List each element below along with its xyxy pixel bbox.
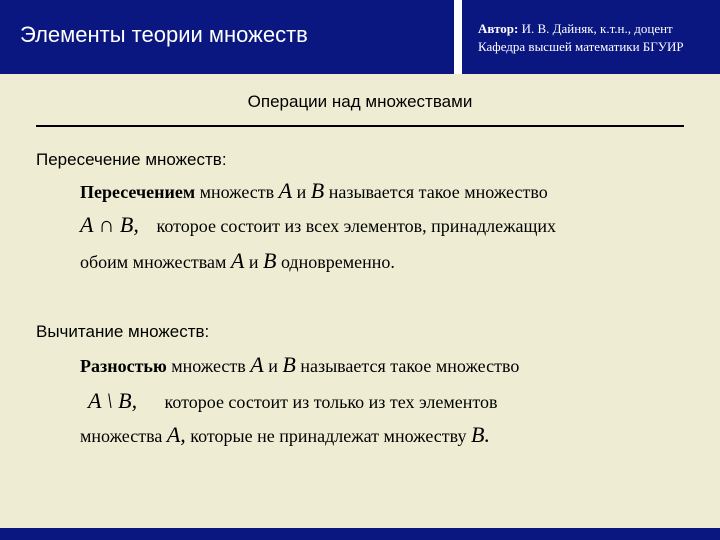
author-name: И. В. Дайняк, к.т.н., доцент [521,21,673,36]
horizontal-rule [36,125,684,127]
presentation-title: Элементы теории множеств [20,22,308,47]
difference-formula: A \ B, [88,388,138,413]
difference-line-2 [80,388,498,414]
set-a: A [278,178,293,203]
slide-subtitle: Операции над множествами [247,92,473,111]
header-divider [454,0,462,74]
and-word: и [248,252,259,272]
intersection-text-2: называется такое множество [328,182,548,202]
difference-text-2: называется такое множество [300,356,520,376]
intersection-formula: A ∩ B, [80,212,139,237]
difference-heading: Вычитание множеств: [36,322,210,341]
and-word: и [296,182,307,202]
intersection-line-2 [80,212,556,238]
difference-text-1: множеств [171,356,246,376]
author-block [478,20,684,56]
author-label: Автор: [478,21,519,36]
intersection-text-4: обоим множествам [80,252,227,272]
set-b: B. [471,422,490,447]
department: Кафедра высшей математики БГУИР [478,39,684,54]
set-b: B [262,248,277,273]
difference-line-3 [80,422,490,448]
footer-bar [0,528,720,540]
set-b: B [310,178,325,203]
difference-term: Разностью [80,356,167,376]
intersection-text-3: которое состоит из всех элементов, принадлежащих [156,216,557,236]
header-bar [0,0,720,74]
set-a: A, [166,422,186,447]
set-a: A [230,248,245,273]
intersection-term: Пересечением [80,182,196,202]
set-a: A [250,352,264,377]
difference-text-3: которое состоит из только из тех элементов [164,392,498,412]
difference-text-4: множества [80,426,163,446]
intersection-line-3 [80,248,395,274]
difference-line-1 [80,352,519,378]
intersection-line-1 [80,178,548,204]
difference-text-5: которые не принадлежат множеству [190,426,467,446]
intersection-heading: Пересечение множеств: [36,150,227,169]
intersection-text-1: множеств [199,182,275,202]
set-b: B [282,352,296,377]
intersection-text-5: одновременно. [280,252,395,272]
and-word: и [268,356,278,376]
